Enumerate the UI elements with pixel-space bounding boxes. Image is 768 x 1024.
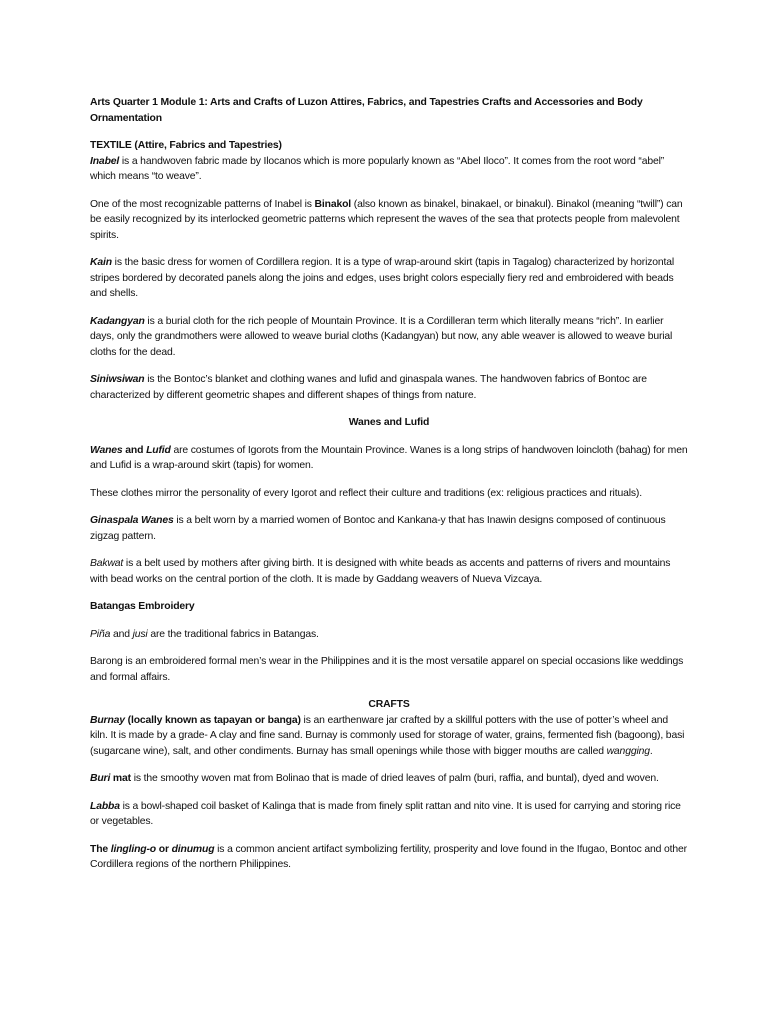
term-kadangyan: Kadangyan [90,315,145,327]
term-dinumug: dinumug [171,843,215,855]
term-ginaspala-wanes: Ginaspala Wanes [90,515,174,526]
textile-heading: TEXTILE (Attire, Fabrics and Tapestries) [90,140,282,151]
term-burnay: Burnay [90,714,125,726]
wanes-lufid-heading: Wanes and Lufid [348,417,430,428]
term-lingling-o: lingling-o [110,843,157,855]
barong-paragraph: Barong is an embroidered formal men’s wear in the Philippines and it is the most versatile apparel on special occasions like weddings and formal affairs. [90,656,684,683]
kadangyan-paragraph: Kadangyan is a burial cloth for the rich people of Mountain Province. It is a Cordilleran term which literally means “rich”. In earlier days, only the grandmothers were allowed to weave burial cloths (Kadangyan) but now, any able weaver is allowed to weave burial cloths for the dead. [90,315,673,358]
term-labba: Labba [90,800,120,812]
pina-paragraph: Piña and jusi are the traditional fabrics in Batangas. [90,628,319,640]
term-buri: Buri [90,773,111,784]
binakol-paragraph: One of the most recognizable patterns of Inabel is Binakol (also known as binakel, binakael, or binakul). Binakol (meaning “twill”) can be easily recognized by its interlocked geometric patterns which represent the waves of the sea that protects people from malevolent spirits. [90,198,683,241]
lingling-paragraph: The lingling-o or dinumug is a common ancient artifact symbolizing fertility, prosperity and love found in the Ifugao, Bontoc and other Cordillera regions of the northern Philippines. [90,843,687,870]
term-inabel: Inabel [90,155,120,167]
siniwsiwan-paragraph: Siniwsiwan is the Bontoc’s blanket and clothing wanes and lufid and ginaspala wanes. The handwoven fabrics of Bontoc are characterized by different geometric shapes and different shapes of things from nature. [90,374,647,401]
buri-paragraph: Buri mat is the smoothy woven mat from Bolinao that is made of dried leaves of palm (buri, raffia, and buntal), dyed and woven. [90,773,659,784]
ginaspala-paragraph: Ginaspala Wanes is a belt worn by a married women of Bontoc and Kankana-y that has Inawin designs composed of continuous zigzag pattern. [90,515,666,542]
term-lufid: Lufid [146,444,171,456]
crafts-heading: CRAFTS [368,699,410,710]
inabel-paragraph: Inabel is a handwoven fabric made by Ilocanos which is more popularly known as “Abel Iloco”. It comes from the root word “abel” which means “to weave”. [90,155,665,182]
bakwat-paragraph: Bakwat is a belt used by mothers after giving birth. It is designed with white beads as accents and patterns of rivers and mountains with bead works on the central portion of the cloth. It is made by Gaddang weavers of Nueva Vizcaya. [90,558,671,585]
mirror-paragraph: These clothes mirror the personality of every Igorot and reflect their culture and traditions (ex: religious practices and rituals). [90,487,642,499]
term-pina: Piña [90,628,111,640]
term-wangging: wangging [606,745,650,757]
term-binakol: Binakol [314,198,352,210]
term-kain: Kain [90,257,112,268]
term-bakwat: Bakwat [90,558,124,569]
wanes-paragraph: Wanes and Lufid are costumes of Igorots from the Mountain Province. Wanes is a long strips of handwoven loincloth (bahag) for men and Lufid is a wrap-around skirt (tapis) for women. [90,444,688,471]
batangas-heading: Batangas Embroidery [90,601,195,612]
term-wanes: Wanes [90,444,123,456]
document-title: Arts Quarter 1 Module 1: Arts and Crafts of Luzon Attires, Fabrics, and Tapestries Crafts and Accessories and Body Ornamentation [90,97,643,124]
kain-paragraph: Kain is the basic dress for women of Cordillera region. It is a type of wrap-around skirt (tapis in Tagalog) characterized by horizontal stripes bordered by decorated panels along the joins and edges, uses bright colors especially fiery red and embroidered with beads and shells. [90,257,675,299]
term-jusi: jusi [132,628,148,640]
labba-paragraph: Labba is a bowl-shaped coil basket of Kalinga that is made from finely split rattan and nito vine. It is used for carrying and storing rice or vegetables. [90,800,681,827]
burnay-paragraph: Burnay (locally known as tapayan or banga) is an earthenware jar crafted by a skillful potters with the use of potter’s wheel and kiln. It is made by a grade- A clay and fine sand. Burnay is commonly used for storage of water, grains, fermented fish (bagoong), basi (sugarcane wine), salt, and other condiments. Burnay has small openings while those with bigger mouths are called wangging. [90,714,685,757]
term-siniwsiwan: Siniwsiwan [90,374,145,385]
